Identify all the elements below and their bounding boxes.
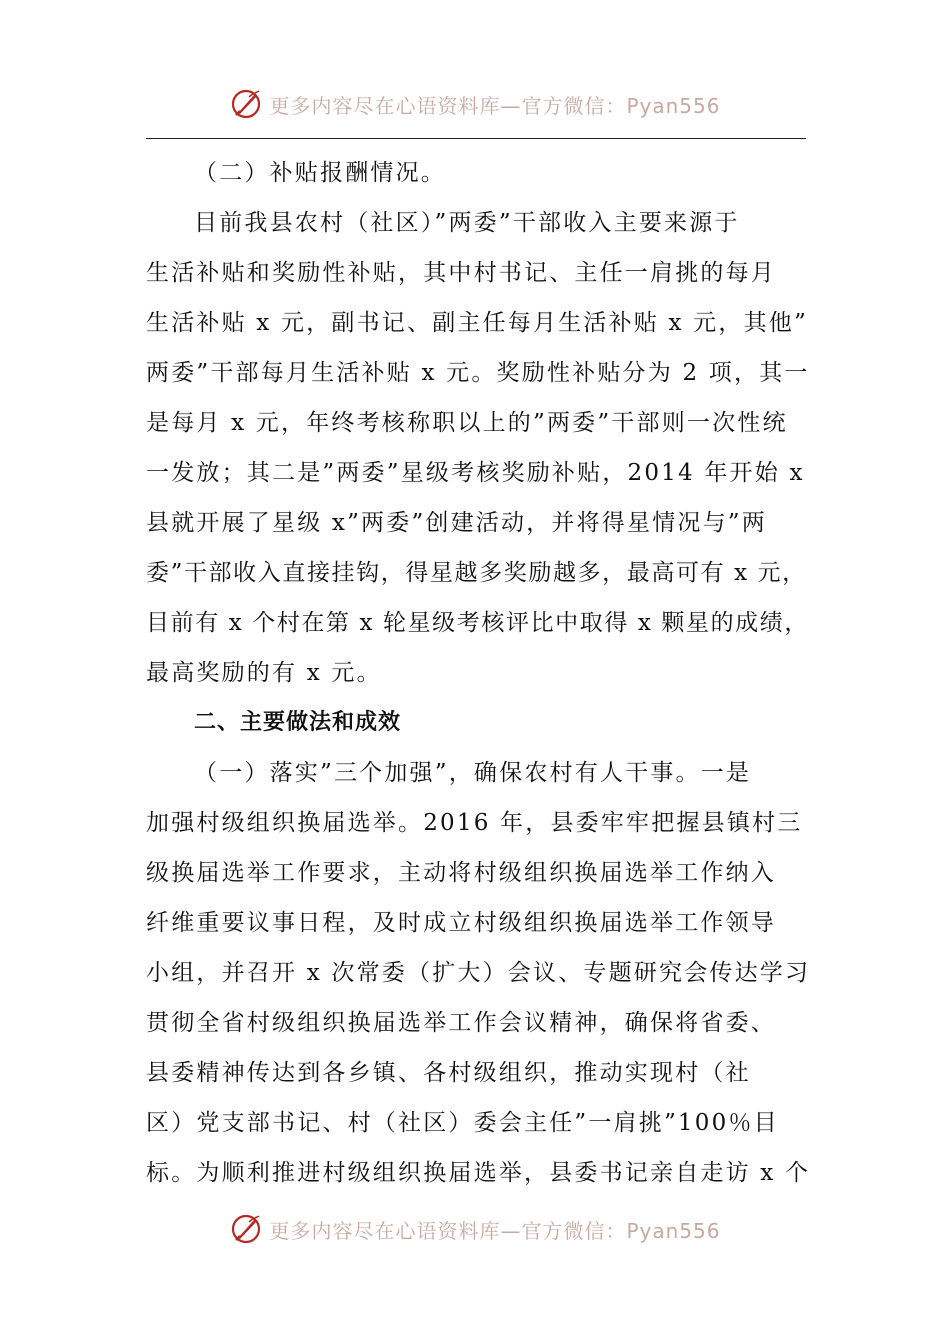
paragraph-line: 区）党支部书记、村（社区）委会主任”一肩挑”100％目: [146, 1110, 779, 1136]
subsection-title: （二）补贴报酬情况。: [194, 160, 446, 186]
paragraph-line: （一）落实”三个加强”，确保农村有人干事。一是: [194, 760, 752, 786]
paragraph-line: 标。为顺利推进村级组织换届选举，县委书记亲自走访 x 个: [146, 1160, 811, 1186]
paragraph-line: 生活补贴和奖励性补贴，其中村书记、主任一肩挑的每月: [146, 260, 776, 286]
paragraph-line: 两委”干部每月生活补贴 x 元。奖励性补贴分为 2 项，其一: [146, 360, 810, 386]
quill-pen-logo-icon: [229, 1212, 263, 1246]
paragraph-line: 一发放；其二是”两委”星级考核奖励补贴，2014 年开始 x: [146, 460, 805, 486]
watermark-banner-top: [0, 84, 950, 124]
header-rule: [146, 138, 806, 139]
paragraph-line: 纤维重要议事日程，及时成立村级组织换届选举工作领导: [146, 910, 776, 936]
paragraph-line: 目前我县农村（社区）”两委”干部收入主要来源于: [194, 210, 740, 236]
paragraph-line: 是每月 x 元，年终考核称职以上的”两委”干部则一次性统: [146, 410, 788, 436]
watermark-text: 更多内容尽在心语资料库—官方微信：Pyan556: [269, 1218, 721, 1243]
paragraph-line: 委”干部收入直接挂钩，得星越多奖励越多，最高可有 x 元，: [146, 560, 807, 586]
watermark-banner-bottom: [0, 1209, 950, 1249]
document-body: [146, 148, 810, 1198]
paragraph-line: 县委精神传达到各乡镇、各村级组织，推动实现村（社: [146, 1060, 751, 1086]
watermark-text: 更多内容尽在心语资料库—官方微信：Pyan556: [269, 93, 721, 118]
paragraph-line: 目前有 x 个村在第 x 轮星级考核评比中取得 x 颗星的成绩，: [146, 610, 809, 636]
paragraph-line: 生活补贴 x 元，副书记、副主任每月生活补贴 x 元，其他”: [146, 310, 808, 336]
paragraph-line: 加强村级组织换届选举。2016 年，县委牢牢把握县镇村三: [146, 810, 803, 836]
paragraph-line: 县就开展了星级 x”两委”创建活动，并将得星情况与”两: [146, 510, 767, 536]
quill-pen-logo-icon: [229, 87, 263, 121]
paragraph-line: 级换届选举工作要求，主动将村级组织换届选举工作纳入: [146, 860, 776, 886]
paragraph-line: 小组，并召开 x 次常委（扩大）会议、专题研究会传达学习: [146, 960, 811, 986]
paragraph-line: 贯彻全省村级组织换届选举工作会议精神，确保将省委、: [146, 1010, 776, 1036]
paragraph-line: 最高奖励的有 x 元。: [146, 660, 382, 686]
section-heading: 二、主要做法和成效: [194, 710, 402, 735]
